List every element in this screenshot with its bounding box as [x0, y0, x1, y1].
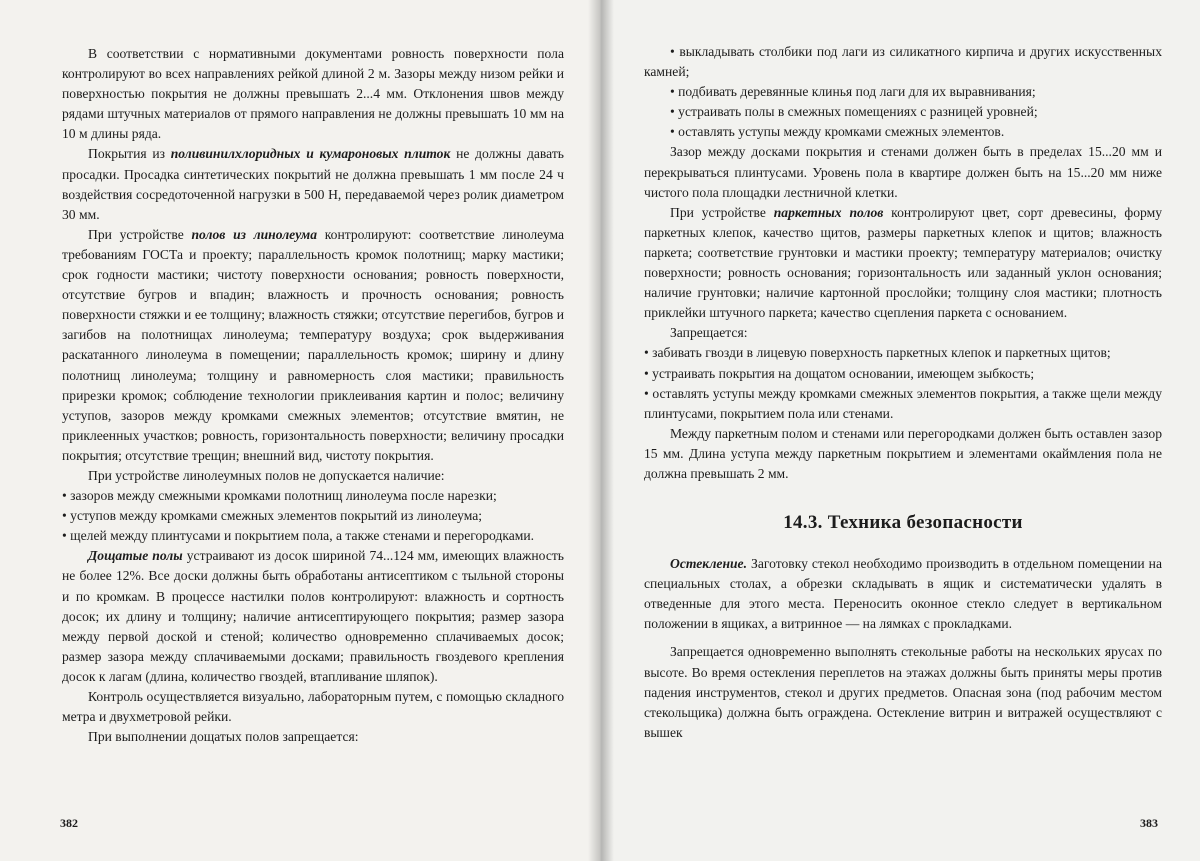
text: устраивают из досок шириной 74...124 мм, имеющих влажность не более 12%. Все доски должны быть обработаны антисептиком с тыльной стороны и по кромкам. В процессе настилки полов контролируют: влажность и сортность досок; их длину и толщину; наличие антисептирующего покрытия; размер зазора между первой доской и стеной; количество одновременно сплачиваемых досок; размер зазора между сплачиваемыми досками; правильность гвоздевого крепления досок к лагам (длина, количество гвоздей, втапливание шляпок). [62, 548, 564, 684]
paragraph: Зазор между досками покрытия и стенами должен быть в пределах 15...20 мм и перекрываться плинтусами. Уровень пола в квартире должен быть на 15...20 мм ниже чистого пола площадки лестничной клетки. [644, 144, 1162, 200]
text: контролируют цвет, сорт древесины, форму паркетных клепок, качество щитов, размеры паркетных клепок и щитов; влажность паркета; соответствие грунтовки и мастики проекту; температуру материалов; очистку поверхности; ровность основания; горизонтальность или заданный уклон основания; наличие грунтовки; наличие картонной прослойки; толщину слоя мастики; плотность приклейки штучного паркета; качество сцепления паркета с основанием. [644, 204, 1162, 321]
paragraph: Запрещается одновременно выполнять стекольные работы на нескольких ярусах по высоте. Во время остекления переплетов на этажах должны быть приняты меры против падения инструментов, стекол и других предметов. Опасная зона (под рабочим местом стекольщика) должна быть ограждена. Остекление витрин и витражей осуществляют с вышек [644, 644, 1162, 740]
paragraph [62, 546, 564, 687]
paragraph [62, 225, 564, 466]
paragraph: При устройстве линолеумных полов не допускается наличие: [88, 467, 445, 483]
bullet-item: • забивать гвозди в лицевую поверхность паркетных клепок и паркетных щитов; [644, 345, 1111, 361]
paragraph [62, 144, 564, 224]
emphasis-term: Остекление. [670, 556, 747, 572]
bullet-item: • оставлять уступы между кромками смежных элементов покрытия, а также щели между плинтусами, покрытием пола или стенами. [644, 385, 1162, 421]
bullet-item: • уступов между кромками смежных элементов покрытий из линолеума; [62, 508, 483, 524]
bullet-item: • щелей между плинтусами и покрытием пола, а также стенами и перегородками. [62, 528, 535, 544]
bullet-item: • устраивать покрытия на дощатом основании, имеющем зыбкость; [644, 365, 1035, 381]
emphasis-term: паркетных полов [773, 204, 884, 220]
paragraph: Между паркетным полом и стенами или перегородками должен быть оставлен зазор 15 мм. Длина уступа между паркетным покрытием и элементами окаймления пола не должна превышать 2 мм. [644, 425, 1162, 481]
paragraph [644, 203, 1162, 324]
spacer [644, 634, 1162, 642]
emphasis-term: поливинилхлоридных и кумароновых плиток [170, 146, 451, 162]
emphasis-term: Дощатые полы [88, 548, 183, 564]
text: контролируют: соответствие линолеума требованиям ГОСТа и проекту; параллельность кромок полотнищ; марку мастики; срок годности мастики; чистоту поверхности основания; ровность поверхности, отсутствие бугров и впадин; влажность и прочность основания; ровность поверхности стяжки и ее толщину; влажность стяжки; отсутствие перегибов, бугров и загибов на полотнищах линолеума; температуру воздуха; срок выдерживания раскатанного линолеума в помещении; параллельность кромок; ширину и длину полотнищ линолеума; толщину и равномерность слоя мастики; правильность прирезки кромок; соблюдение технологии приклеивания картин и полос; величину уступов, зазоров между кромками смежных элементов; отсутствие вмятин, не приклеенных участков; ровность, горизонтальность поверхности; величину просадки покрытия; отсутствие трещин; внешний вид, чистоту покрытия. [62, 226, 564, 463]
bullet-item: • устраивать полы в смежных помещениях с разницей уровней; [670, 104, 1038, 120]
text: не должны давать просадки. Просадка синтетических покрытий не должна превышать 1 мм после 24 ч воздействия сосредоточенной нагрузки в 500 Н, передаваемой через ролик диаметром 30 мм. [62, 146, 564, 222]
text: Заготовку стекол необходимо производить в отдельном помещении на специальных столах, а обрезки складывать в ящик и систематически удалять в отведенные для этого места. Переносить оконное стекло следует в вертикальном положении в ящиках, а витринное — на лямках с прокладками. [644, 556, 1162, 632]
paragraph: Контроль осуществляется визуально, лабораторным путем, с помощью складного метра и двухметровой рейки. [62, 689, 564, 725]
paragraph: Запрещается: [670, 325, 748, 341]
paragraph: При выполнении дощатых полов запрещается: [88, 729, 359, 745]
bullet-item: • выкладывать столбики под лаги из силикатного кирпича и других искусственных камней; [644, 44, 1162, 80]
emphasis-term: полов из линолеума [191, 226, 318, 242]
text: Покрытия из [88, 146, 171, 162]
bullet-item: • подбивать деревянные клинья под лаги для их выравнивания; [670, 84, 1036, 100]
paragraph [644, 554, 1162, 634]
right-page [600, 0, 1200, 861]
bullet-item: • оставлять уступы между кромками смежных элементов. [670, 124, 1005, 140]
section-heading: 14.3. Техника безопасности [783, 512, 1023, 534]
page-number: 383 [1140, 816, 1158, 830]
bullet-item: • зазоров между смежными кромками полотнищ линолеума после нарезки; [62, 488, 497, 504]
paragraph: В соответствии с нормативными документами ровность поверхности пола контролируют во всех направлениях рейкой длиной 2 м. Зазоры между низом рейки и поверхностью покрытия не должны превышать 2...4 мм. Отклонения швов между рядами штучных материалов от прямого направления не должны превышать 10 мм на 10 м длины ряда. [62, 46, 564, 142]
text: При устройстве [88, 226, 192, 242]
page-number: 382 [60, 816, 78, 830]
text: При устройстве [670, 204, 774, 220]
